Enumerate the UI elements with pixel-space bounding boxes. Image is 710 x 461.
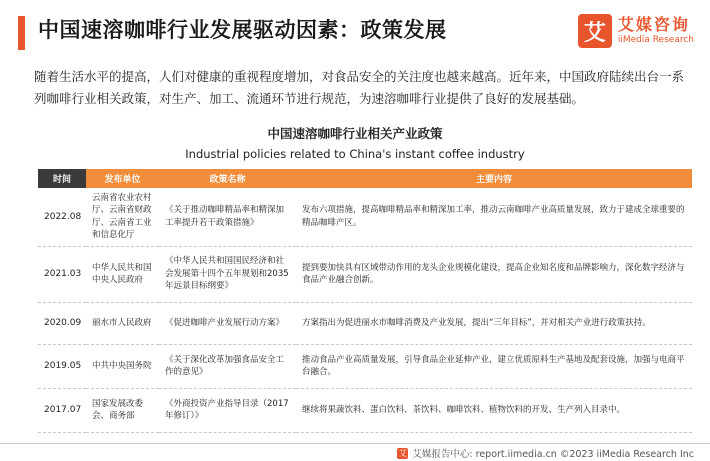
cell-main-content: 提到要加快具有区域带动作用的龙头企业规模化建设，提高企业知名度和品牌影响力，深化数字经济与食品产业融合创新。 <box>296 246 692 302</box>
cell-date: 2020.09 <box>38 302 86 344</box>
table-row <box>38 302 692 344</box>
cell-policy-name: 《促进咖啡产业发展行动方案》 <box>159 302 296 344</box>
cell-main-content: 推动食品产业高质量发展，引导食品企业延伸产业，建立优质原料生产基地及配套设施，加强与电商平台融合。 <box>296 344 692 388</box>
cell-issuer: 国家发展改委会、商务部 <box>86 388 159 432</box>
intro-paragraph: 随着生活水平的提高，人们对健康的重视程度增加，对食品安全的关注度也越来越高。近年来，中国政府陆续出台一系列咖啡行业相关政策，对生产、加工、流通环节进行规范，为速溶咖啡行业提供了良好的发展基础。 <box>34 69 685 106</box>
brand-logo <box>578 14 694 48</box>
cell-issuer: 中共中央国务院 <box>86 344 159 388</box>
logo-name-cn: 艾媒咨询 <box>617 15 690 34</box>
table-header-row <box>38 169 692 188</box>
header-issuer: 发布单位 <box>86 169 159 188</box>
table-title-en: Industrial policies related to China's instant coffee industry <box>185 147 525 161</box>
footer-logo-icon: 艾 <box>398 448 407 458</box>
cell-policy-name: 《关于深化改革加强食品安全工作的意见》 <box>159 344 296 388</box>
footer-divider <box>0 443 710 444</box>
header-policy-name: 政策名称 <box>159 169 296 188</box>
cell-date: 2017.07 <box>38 388 86 432</box>
header-main-content: 主要内容 <box>296 169 692 188</box>
cell-main-content: 发布六项措施，提高咖啡精品率和精深加工率，推动云南咖啡产业高质量发展，致力于建成全球重要的精品咖啡产区。 <box>296 188 692 246</box>
table-title-cn: 中国速溶咖啡行业相关产业政策 <box>267 126 443 141</box>
footer <box>397 446 694 460</box>
cell-policy-name: 《中华人民共和国国民经济和社会发展第十四个五年规划和2035年远景目标纲要》 <box>159 246 296 302</box>
header-date: 时间 <box>38 169 86 188</box>
page-title: 中国速溶咖啡行业发展驱动因素：政策发展 <box>38 18 447 42</box>
cell-issuer: 丽水市人民政府 <box>86 302 159 344</box>
cell-date: 2021.03 <box>38 246 86 302</box>
logo-name-en: iiMedia Research <box>617 35 694 45</box>
logo-mark-icon: 艾 <box>578 14 612 48</box>
cell-policy-name: 《关于推动咖啡精品率和精深加工率提升若干政策措施》 <box>159 188 296 246</box>
table-row <box>38 188 692 246</box>
cell-issuer: 云南省农业农村厅、云南省财政厅、云南省工业和信息化厅 <box>86 188 159 246</box>
table-row <box>38 388 692 432</box>
policy-table <box>38 169 692 433</box>
table-row <box>38 344 692 388</box>
title-accent-bar <box>18 16 25 50</box>
cell-date: 2019.05 <box>38 344 86 388</box>
cell-policy-name: 《外商投资产业指导目录（2017年修订）》 <box>159 388 296 432</box>
cell-main-content: 继续将果蔬饮料、蛋白饮料、茶饮料、咖啡饮料、植物饮料的开发、生产列入目录中。 <box>296 388 692 432</box>
cell-issuer: 中华人民共和国中央人民政府 <box>86 246 159 302</box>
footer-text: 艾媒报告中心: report.iimedia.cn ©2023 iiMedia Research Inc <box>412 449 694 460</box>
table-row <box>38 246 692 302</box>
cell-date: 2022.08 <box>38 188 86 246</box>
cell-main-content: 方案指出为促进丽水市咖啡消费及产业发展，提出“三年目标”，并对相关产业进行政策扶持。 <box>296 302 692 344</box>
